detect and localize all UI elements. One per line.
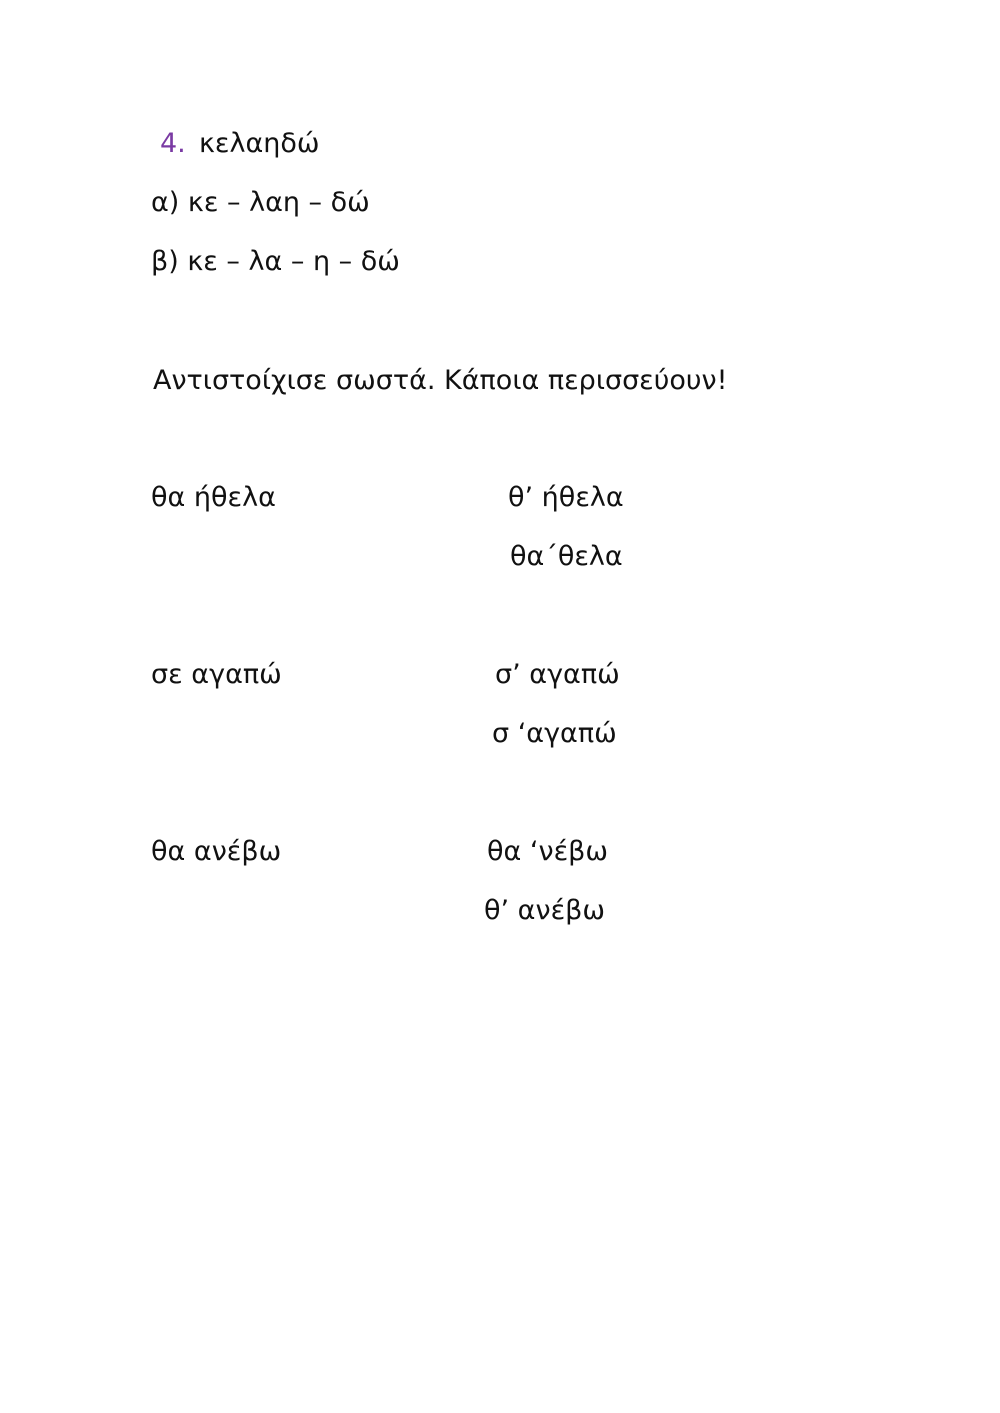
- match-right-2b[interactable]: σ ‘αγαπώ: [492, 718, 617, 749]
- match-right-1a[interactable]: θ’ ήθελα: [508, 482, 624, 513]
- match-right-3b[interactable]: θ’ ανέβω: [484, 895, 605, 926]
- question-number: 4.: [160, 128, 186, 159]
- question-word: κελαηδώ: [199, 128, 320, 159]
- match-left-1[interactable]: θα ήθελα: [151, 482, 276, 513]
- match-right-1b[interactable]: θα΄θελα: [510, 541, 623, 572]
- match-right-3a[interactable]: θα ‘νέβω: [487, 836, 608, 867]
- option-b[interactable]: β) κε – λα – η – δώ: [151, 246, 400, 277]
- option-a[interactable]: α) κε – λαη – δώ: [151, 187, 370, 218]
- instruction-text: Αντιστοίχισε σωστά. Κάποια περισσεύουν!: [153, 365, 728, 396]
- match-left-2[interactable]: σε αγαπώ: [151, 659, 282, 690]
- match-left-3[interactable]: θα ανέβω: [151, 836, 282, 867]
- match-right-2a[interactable]: σ’ αγαπώ: [495, 659, 620, 690]
